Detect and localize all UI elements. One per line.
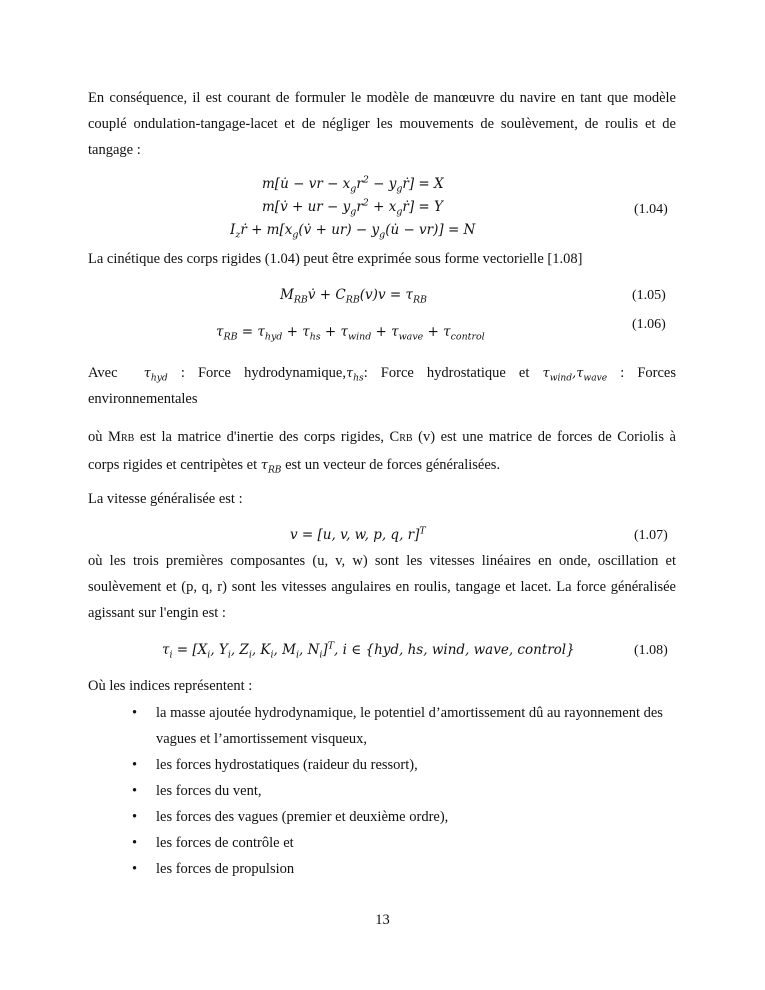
list-item: • les forces de contrôle et	[130, 830, 670, 856]
equation-1-04-line-3: $I_zṙ$ + $m[x_g(v̇ + ur)$ − $y_g(u̇ - vr)] = N$	[230, 222, 476, 241]
avec-tail: environnementales	[88, 391, 198, 407]
equation-number-1-05: (1.05)	[632, 288, 666, 303]
bullet-list	[130, 700, 670, 882]
equation-number-1-08: (1.08)	[634, 643, 668, 658]
bullet-icon: •	[132, 705, 138, 721]
equation-1-07: v = [u, v, w, p, q, r]$^T$	[290, 525, 426, 543]
equation-1-08: $\tau_i = [X_i$, $Y_i$, $Z_i$, $K_i$, $M_i$, $N_i]^T$, i ∈ {hyd, hs, wind, wave, control}	[162, 640, 575, 661]
equation-number-1-07: (1.07)	[634, 528, 668, 543]
paragraph-cinetique: La cinétique des corps rigides (1.04) peut être exprimée sous forme vectorielle [1.08]	[88, 251, 583, 267]
bullet-icon: •	[132, 783, 138, 799]
paragraph-vitesse: La vitesse généralisée est :	[88, 491, 243, 507]
avec-lead: Avec	[88, 365, 118, 381]
equation-1-06: $\tau_{RB} = \tau_{hyd} + \tau_{hs} + \tau_{wind} + \tau_{wave} + \tau_{control}$	[216, 324, 485, 343]
avec-hyd-desc: : Force hydrodynamique,	[180, 365, 346, 381]
avec-hs-desc: : Force hydrostatique et	[363, 365, 530, 381]
paragraph-matrice: où MRB est la matrice d'inertie des corps rigides, CRB (v) est une matrice de forces de Coriolis à corps rigides et centripètes et $\tau_{RB}$ est un vecteur de forces généralisées.	[88, 429, 676, 476]
page-number: 13	[375, 912, 390, 928]
list-item: • les forces du vent,	[130, 778, 670, 804]
paragraph-composantes: où les trois premières composantes (u, v, w) sont les vitesses linéaires en onde, oscillation et soulèvement et (p, q, r) sont les vitesses angulaires en roulis, tangage et lacet. La force généralisée agissant sur l'engin est :	[88, 553, 676, 621]
list-item: • les forces hydrostatiques (raideur du ressort),	[130, 752, 670, 778]
bullet-icon: •	[132, 757, 138, 773]
bullet-icon: •	[132, 835, 138, 851]
equation-number-1-06: (1.06)	[632, 317, 666, 332]
list-item: • les forces des vagues (premier et deuxième ordre),	[130, 804, 670, 830]
paragraph-avec: Avec $\tau_{hyd}$ : Force $hydrodynamique,\tau_{hs}$: Force hydrostatique et $\tau_{wind},\tau_{wave}$ : Forces	[88, 365, 677, 384]
equation-number-1-04: (1.04)	[634, 202, 668, 217]
equation-1-05: $M_{RB}v̇ + C_{RB}(v)v = \tau_{RB}$	[280, 287, 427, 306]
avec-env-desc: : Forces	[620, 365, 677, 381]
paragraph-indices: Où les indices représentent :	[88, 678, 253, 694]
list-item: • la masse ajoutée hydrodynamique, le potentiel d’amortissement dû au rayonnement des vagues et l’amortissement visqueux,	[130, 700, 670, 752]
equation-1-04-line-2: m[v̇ + ur − $y_gr^2$ + $x_gṙ] = Y$	[262, 197, 443, 218]
bullet-icon: •	[132, 861, 138, 877]
bullet-icon: •	[132, 809, 138, 825]
equation-1-04-line-1: m[u̇ − vr − $x_gr^2$ − $y_gṙ] = X$	[262, 174, 444, 195]
paragraph-intro: En conséquence, il est courant de formuler le modèle de manœuvre du navire en tant que modèle couplé ondulation-tangage-lacet et de négliger les mouvements de soulèvement, de roulis et de tangage :	[88, 90, 676, 158]
list-item: • les forces de propulsion	[130, 856, 670, 882]
